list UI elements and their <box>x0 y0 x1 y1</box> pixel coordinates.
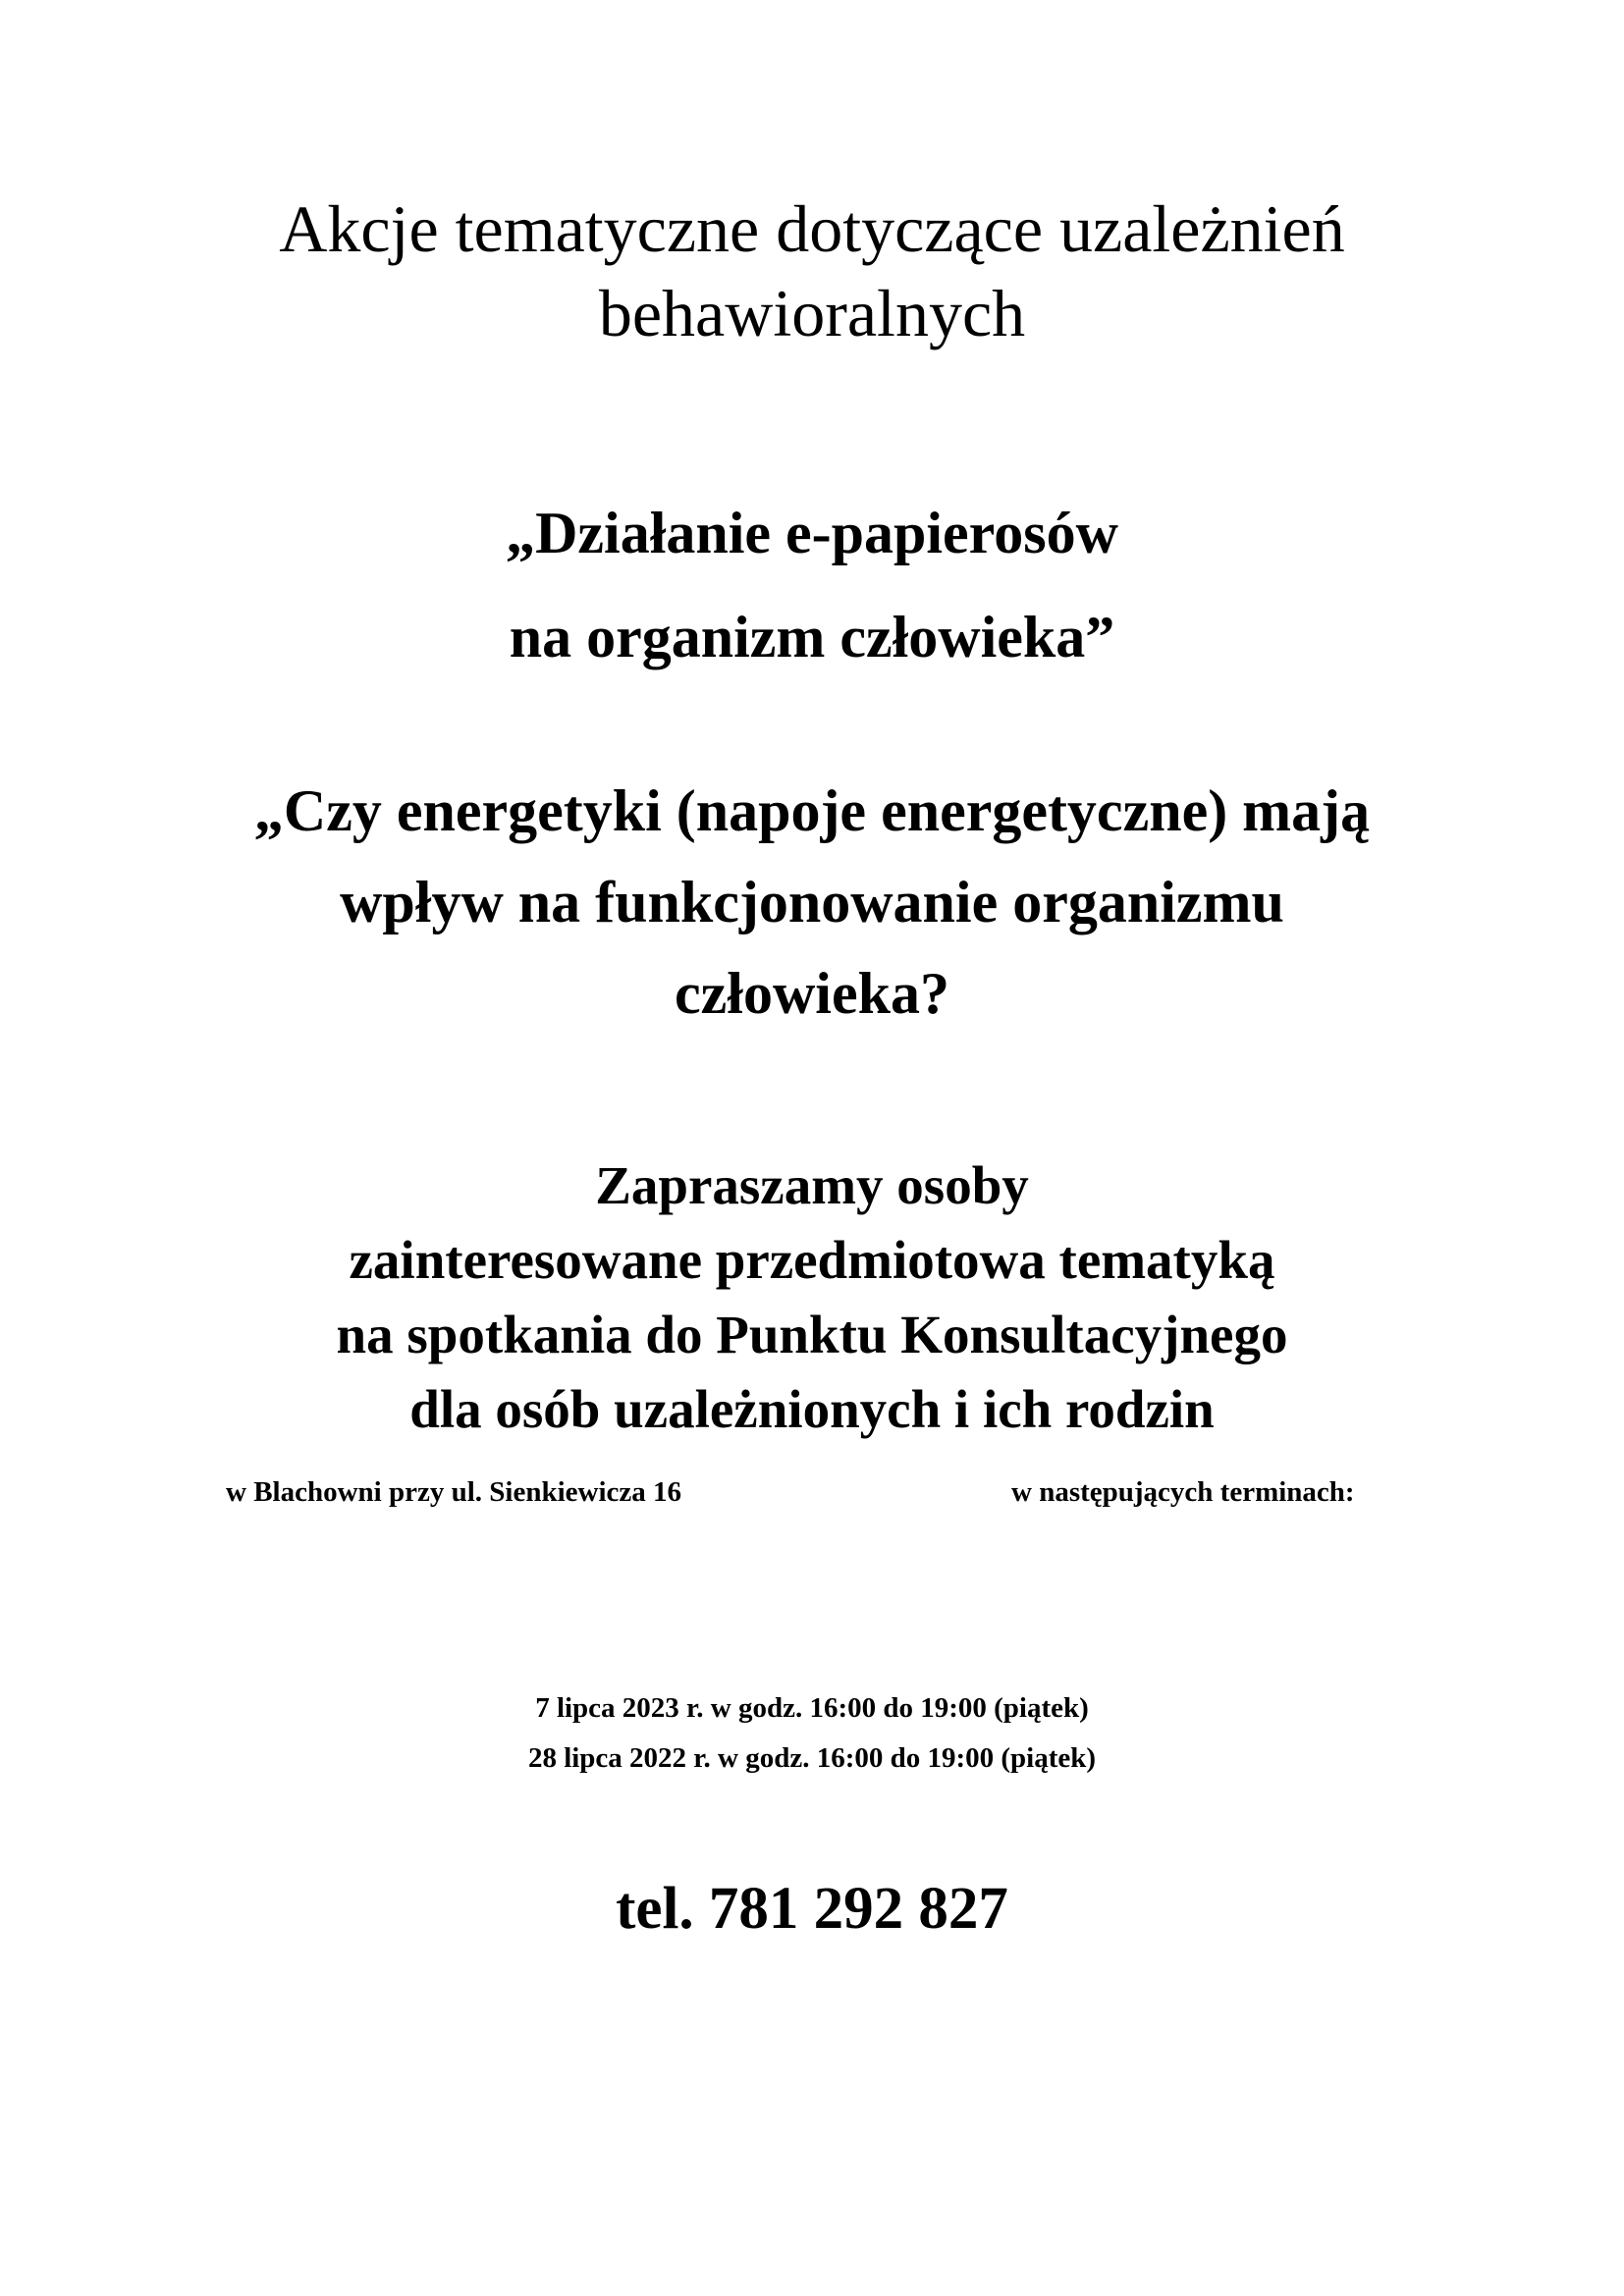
topic-1-line-2: na organizm człowieka” <box>509 605 1115 669</box>
heading-line-1: Akcje tematyczne dotyczące uzależnień <box>279 191 1345 266</box>
invitation-text <box>0 1148 1624 1447</box>
invitation-line-3: na spotkania do Punktu Konsultacyjnego <box>336 1305 1288 1364</box>
topic-1-line-1: „Działanie e-papierosów <box>506 501 1118 565</box>
topic-energy-drinks <box>0 766 1624 1040</box>
topic-2-line-2: wpływ na funkcjonowanie organizmu <box>340 870 1284 934</box>
topic-e-cigarettes <box>0 481 1624 689</box>
poster-heading <box>0 187 1624 355</box>
meeting-date-2: 28 lipca 2022 r. w godz. 16:00 do 19:00 (piątek) <box>527 1742 1097 1774</box>
invitation-line-4: dla osób uzależnionych i ich rodzin <box>409 1379 1215 1439</box>
topic-2-line-3: człowieka? <box>675 961 949 1026</box>
topic-2-line-1: „Czy energetyki (napoje energetyczne) mają <box>253 778 1371 843</box>
meeting-dates <box>0 1683 1624 1784</box>
location-address: w Blachowni przy ul. Sienkiewicza 16 <box>226 1476 682 1508</box>
invitation-line-2: zainteresowane przedmiotowa tematyką <box>349 1230 1275 1290</box>
phone-number: tel. 781 292 827 <box>616 1876 1008 1942</box>
heading-line-2: behawioralnych <box>598 276 1026 350</box>
meeting-date-1: 7 lipca 2023 r. w godz. 16:00 do 19:00 (piątek) <box>535 1692 1089 1724</box>
schedule-intro: w następujących terminach: <box>1011 1476 1355 1508</box>
invitation-line-1: Zapraszamy osoby <box>595 1155 1029 1215</box>
